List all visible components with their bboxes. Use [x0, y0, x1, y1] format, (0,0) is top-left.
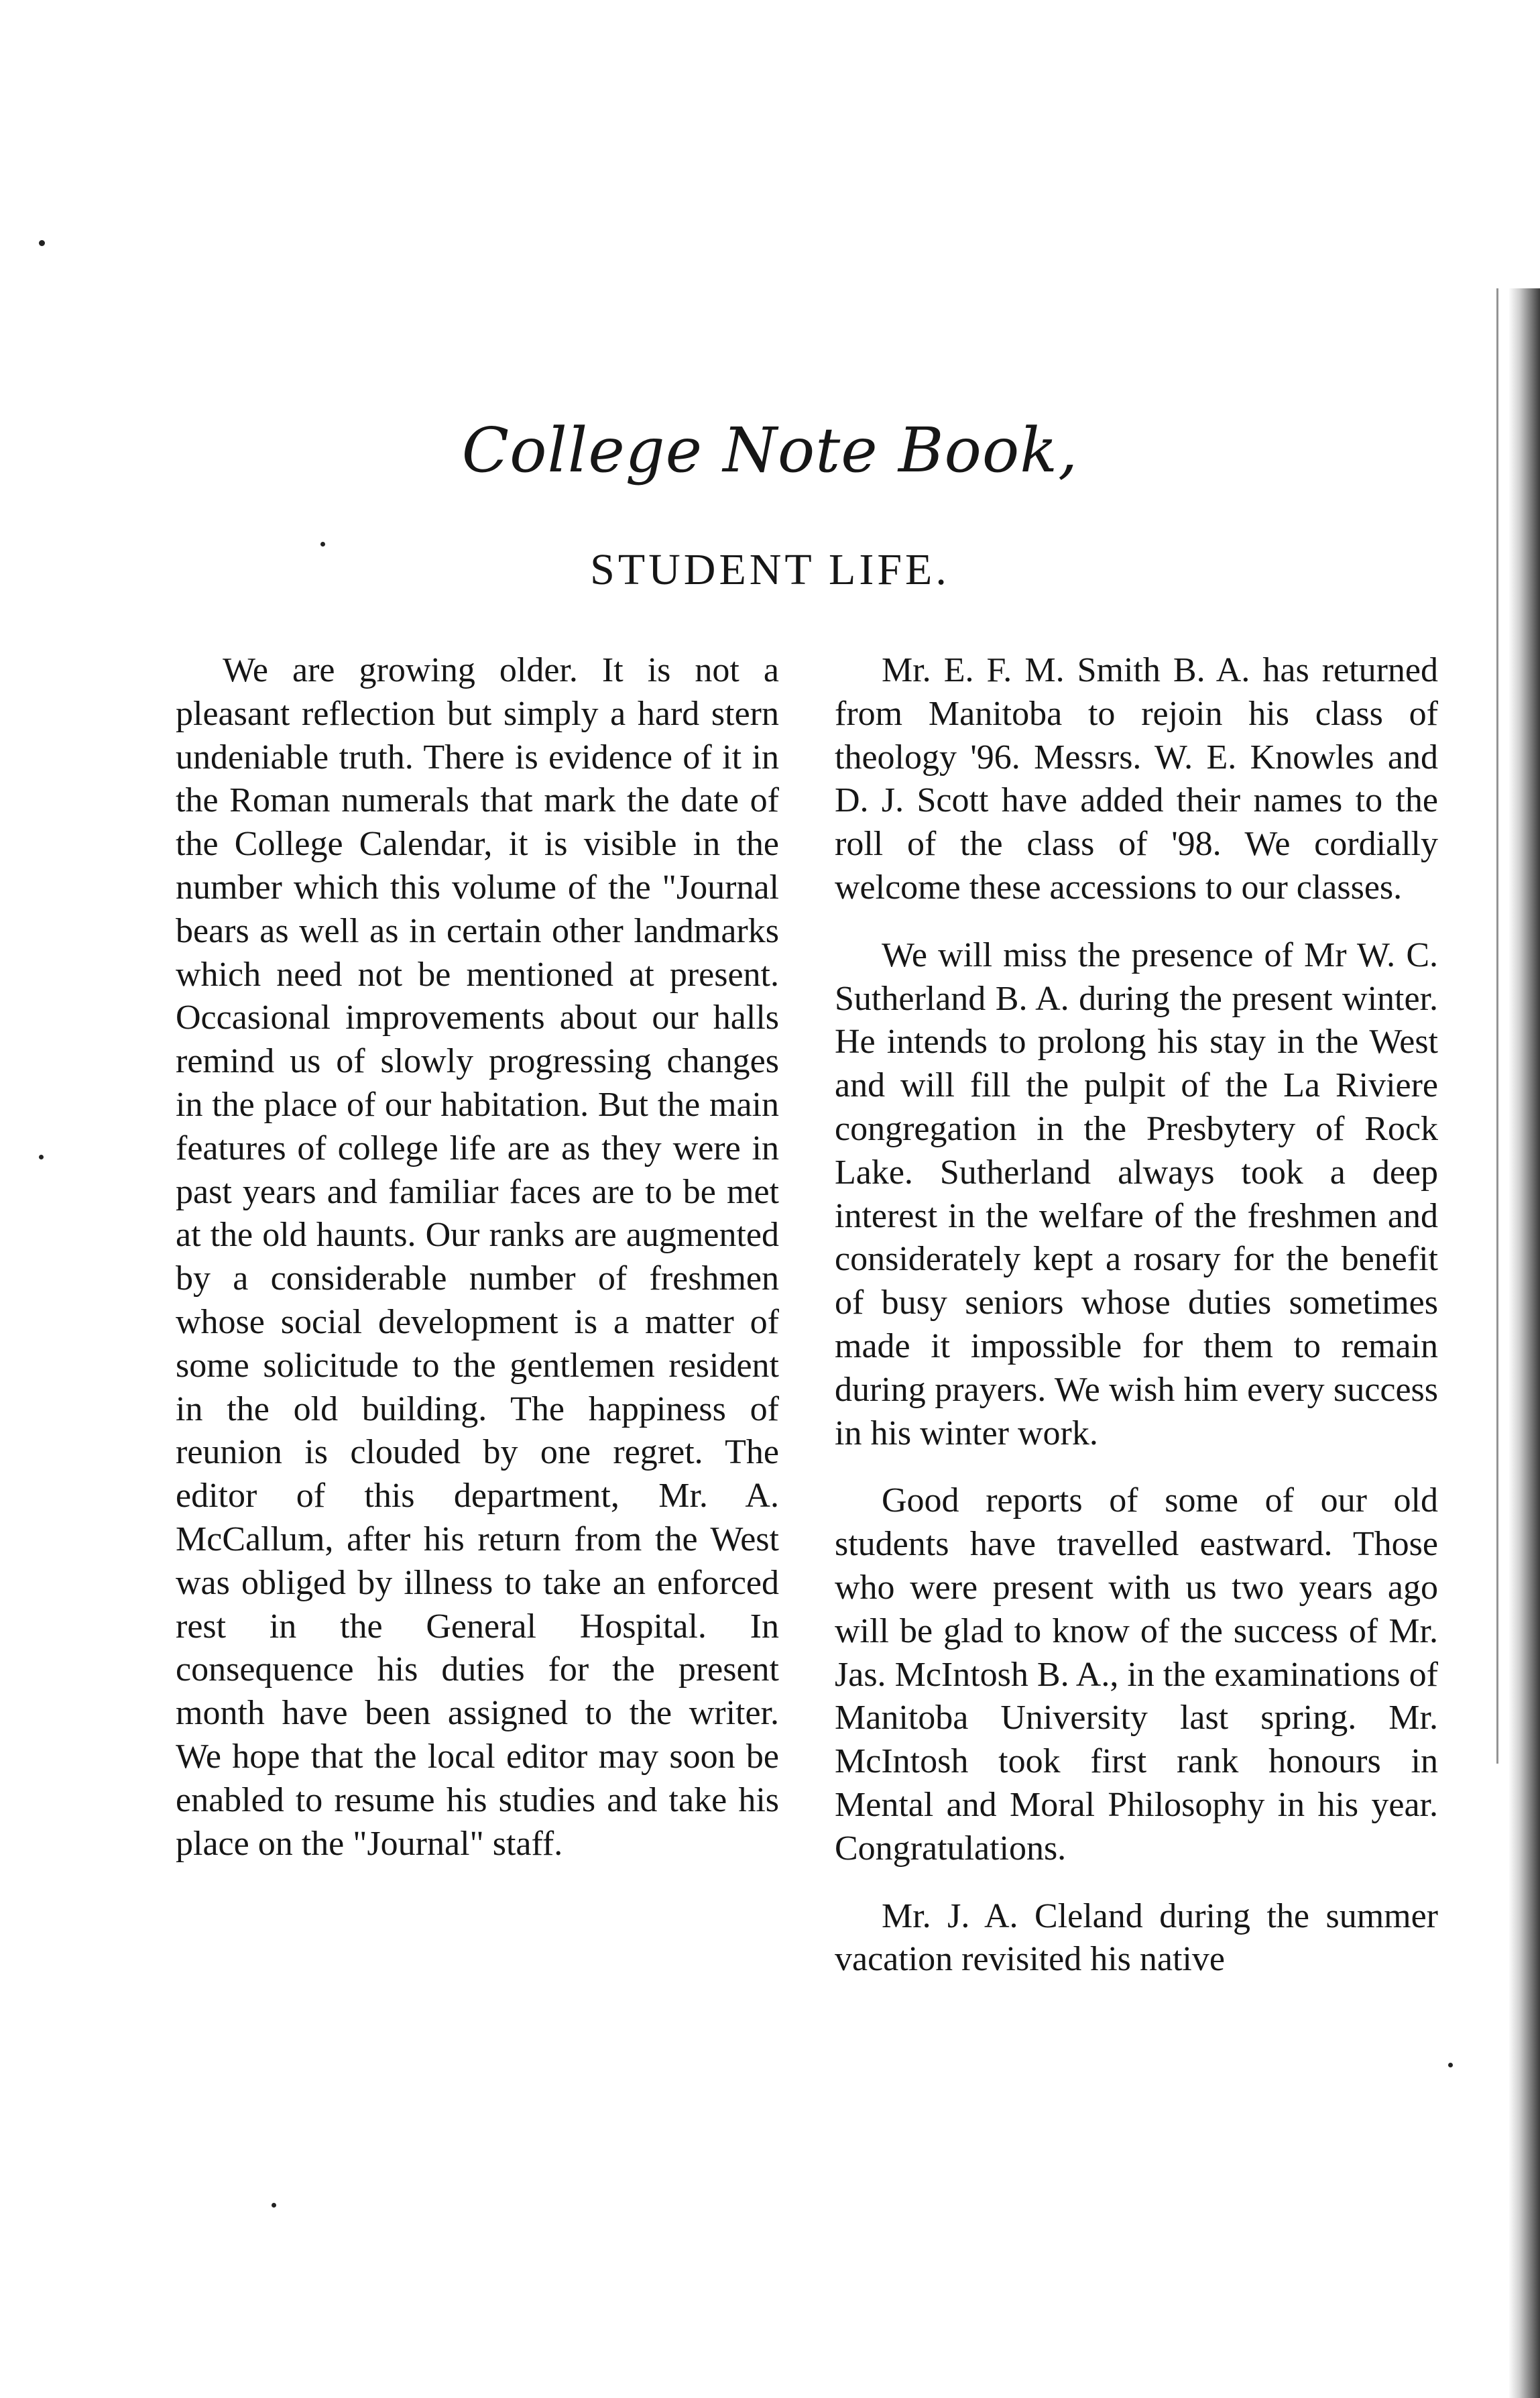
scan-speck — [39, 1155, 44, 1159]
page-edge-line — [1496, 288, 1498, 1764]
right-column — [835, 649, 1438, 1982]
paragraph: We will miss the presence of Mr W. C. Sutherland B. A. during the present winter. He intends to prolong his stay in the West and will fill the pulpit of the La Riviere congregation in the Presbytery of Rock Lake. Sutherland always took a deep interest in the welfare of the freshmen and considerately kept a rosary for the benefit of busy seniors whose duties sometimes made it impossible for them to remain during prayers. We wish him every success in his winter work. — [835, 935, 1438, 1452]
paragraph: We are growing older. It is not a pleasant reflection but simply a hard stern undeniable truth. There is evidence of it in the Roman numerals that mark the date of the College Calendar, it is visible in the number which this volume of the "Journal bears as well as in certain other landmarks which need not be mentioned at present. Occasional improvements about our halls remind us of slowly progressing changes in the place of our habitation. But the main features of college life are as they were in past years and familiar faces are to be met at the old haunts. Our ranks are augmented by a considerable number of freshmen whose social development is a matter of some solicitude to the gentlemen resident in the old building. The happiness of reunion is clouded by one regret. The editor of this department, Mr. A. McCallum, after his return from the West was obliged by illness to take an enforced rest in the General Hospital. In consequence his duties for the present month have been assigned to the writer. We hope that the local editor may soon be enabled to resume his studies and take his place on the "Journal" staff. — [176, 651, 779, 1863]
scan-speck — [1448, 2063, 1453, 2067]
paragraph: Mr. E. F. M. Smith B. A. has returned from Manitoba to rejoin his class of theology '96. Messrs. W. E. Knowles and D. J. Scott have added their names to the roll of the class of '98. We cordially welcome these accessions to our classes. — [835, 651, 1438, 907]
section-heading: STUDENT LIFE. — [590, 545, 950, 594]
binding-edge-shadow — [1508, 288, 1540, 2398]
page-title: College Note Book, — [461, 414, 1079, 486]
paragraph: Good reports of some of our old students have travelled eastward. Those who were present with us two years ago will be glad to know of the success of Mr. Jas. McIntosh B. A., in the examinations of Manitoba University last spring. Mr. McIntosh took first rank honours in Mental and Moral Philosophy in his year. Congratulations. — [835, 1481, 1438, 1868]
left-column — [176, 649, 779, 1866]
scan-speck — [320, 542, 325, 547]
scan-speck — [39, 240, 45, 246]
scan-speck — [272, 2203, 276, 2208]
paragraph: Mr. J. A. Cleland during the summer vacation revisited his native — [835, 1896, 1438, 1979]
